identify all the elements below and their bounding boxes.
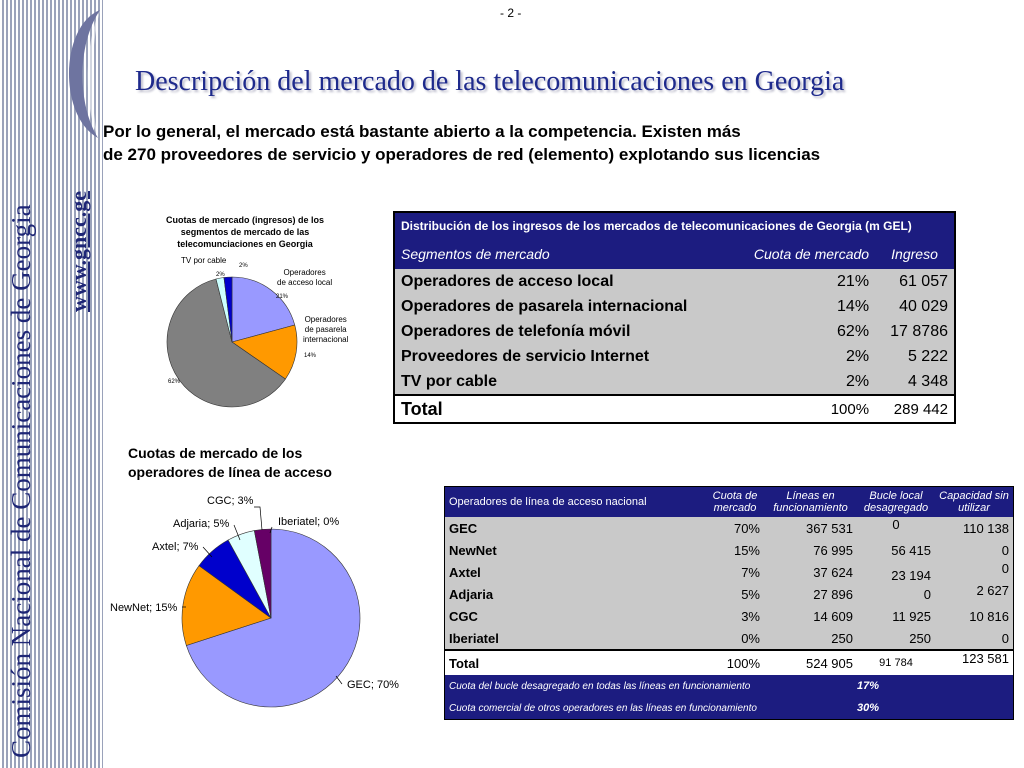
share-cell: 5% [741, 586, 760, 602]
total-capacity: 123 581 [935, 650, 1014, 675]
lines-cell: 250 [831, 630, 853, 646]
operator-cell: Axtel [449, 564, 481, 580]
total-loop: 91 784 [857, 650, 935, 675]
capacity-cell: 110 138 [962, 520, 1009, 536]
pie2-label-gec: GEC; 70% [347, 679, 399, 691]
pie1-title-line: Cuotas de mercado (ingresos) de los [165, 215, 325, 225]
pie1-pct-tv: 2% [239, 263, 248, 269]
total-row [445, 650, 1014, 675]
col-header-segment: Segmentos de mercado [394, 239, 732, 269]
loop-cell: 0 [892, 517, 900, 532]
pie1-pct-acceso: 21% [276, 294, 289, 300]
pie1-title-line: segmentos de mercado de las [180, 227, 310, 237]
pie2-label-axtel: Axtel; 7% [152, 541, 199, 553]
sidebar-org-name: Comisión Nacional de Comunicaciones de Georgia [6, 204, 36, 758]
capacity-cell: 0 [1001, 630, 1009, 646]
table-row [445, 517, 1014, 539]
revenue-cell: 4 348 [907, 372, 948, 390]
total-share: 100% [706, 650, 764, 675]
loop-cell: 23 194 [891, 568, 931, 583]
capacity-cell: 0 [1001, 542, 1009, 558]
footer-value: 30% [857, 697, 1014, 720]
footer-row [445, 675, 1014, 697]
loop-cell: 250 [909, 630, 931, 646]
col-header-local-loop: Bucle local desagregado [857, 487, 935, 518]
segment-cell: Operadores de telefonía móvil [401, 322, 631, 340]
share-cell: 3% [741, 608, 760, 624]
segment-cell: Operadores de acceso local [401, 272, 614, 290]
lines-cell: 76 995 [813, 542, 853, 558]
share-cell: 2% [845, 372, 870, 390]
share-cell: 2% [845, 347, 870, 365]
share-cell: 21% [837, 272, 870, 290]
share-cell: 62% [837, 322, 870, 340]
pie2-title-line: Cuotas de mercado de los [128, 445, 303, 461]
lines-cell: 14 609 [813, 608, 853, 624]
share-cell: 70% [733, 520, 760, 536]
revenue-cell: 40 029 [899, 297, 948, 315]
operator-cell: NewNet [449, 542, 497, 558]
total-lines: 524 905 [764, 650, 857, 675]
operator-cell: CGC [449, 608, 478, 624]
capacity-cell: 0 [1001, 561, 1009, 576]
loop-cell: 11 925 [892, 608, 931, 624]
access-operators-table [444, 486, 1014, 720]
sidebar-url[interactable]: www.gncc.ge [66, 191, 91, 312]
footer-row [445, 697, 1014, 720]
col-header-lines: Líneas en funcionamiento [764, 487, 857, 518]
page-title: Descripción del mercado de las telecomunicaciones en Georgia [135, 66, 845, 97]
pie1-label-line: de pasarela [304, 325, 347, 334]
intro-line-1: Por lo general, el mercado está bastante abierto a la competencia. Existen más [103, 122, 741, 141]
share-cell: 0% [741, 630, 760, 646]
footer-label: Cuota del bucle desagregado en todas las líneas en funcionamiento [445, 675, 858, 697]
pie2-title-line: operadores de línea de acceso [128, 464, 332, 480]
segment-cell: TV por cable [401, 372, 498, 390]
footer-label: Cuota comercial de otros operadores en las líneas en funcionamiento [445, 697, 858, 720]
total-revenue: 289 442 [875, 395, 955, 423]
pie1-pct-movil: 62% [168, 379, 181, 385]
pie1-label-line: de acceso local [277, 278, 333, 287]
pie1-label-tv: TV por cable [181, 256, 227, 265]
table-row [445, 583, 1014, 605]
revenue-cell: 61 057 [899, 272, 948, 290]
lines-cell: 27 896 [813, 586, 853, 602]
operator-cell: GEC [449, 520, 478, 536]
table-row [445, 561, 1014, 583]
share-cell: 14% [837, 297, 870, 315]
table-row [445, 539, 1014, 561]
pie2-label-iberiatel: Iberiatel; 0% [278, 516, 340, 528]
footer-value: 17% [857, 675, 1014, 697]
total-label: Total [445, 650, 707, 675]
pie1-label-line: Operadores [304, 315, 347, 324]
pie1-label-line: Operadores [283, 268, 326, 277]
revenue-cell: 17 8786 [890, 322, 948, 340]
pie1-pct-pasarela: 14% [304, 353, 317, 359]
col-header-revenue: Ingreso [875, 239, 955, 269]
col-header-operator: Operadores de línea de acceso nacional [445, 487, 707, 518]
capacity-cell: 2 627 [976, 583, 1009, 598]
pie2-label-newnet: NewNet; 15% [110, 602, 178, 614]
lines-cell: 367 531 [806, 520, 853, 536]
col-header-share: Cuota de mercado [732, 239, 875, 269]
total-share: 100% [732, 395, 875, 423]
lines-cell: 37 624 [813, 564, 853, 580]
share-cell: 7% [741, 564, 760, 580]
loop-cell: 0 [923, 586, 931, 602]
revenue-table-caption: Distribución de los ingresos de los mercados de telecomunicaciones de Georgia (m GEL) [394, 212, 955, 239]
pie1-title-line: telecomunciaciones en Georgia [177, 239, 313, 249]
operator-cell: Adjaria [449, 586, 494, 602]
revenue-cell: 5 222 [907, 347, 948, 365]
pie1-label-line: internacional [303, 335, 349, 344]
total-label: Total [394, 395, 732, 423]
share-cell: 15% [733, 542, 760, 558]
col-header-capacity: Capacidad sin utilizar [935, 487, 1014, 518]
loop-cell: 56 415 [891, 542, 931, 558]
operator-cell: Iberiatel [449, 630, 499, 646]
capacity-cell: 10 816 [969, 608, 1009, 624]
table-row [445, 627, 1014, 650]
col-header-share: Cuota de mercado [706, 487, 764, 518]
page-number: - 2 - [500, 6, 522, 20]
segment-cell: Proveedores de servicio Internet [401, 347, 650, 365]
pie1-pct-other: 2% [216, 272, 225, 278]
intro-line-2: de 270 proveedores de servicio y operadores de red (elemento) explotando sus licencias [103, 145, 821, 164]
segment-cell: Operadores de pasarela internacional [401, 297, 688, 315]
table-row [445, 605, 1014, 627]
pie2-label-adjaria: Adjaria; 5% [173, 518, 230, 530]
pie2-label-cgc: CGC; 3% [207, 495, 254, 507]
